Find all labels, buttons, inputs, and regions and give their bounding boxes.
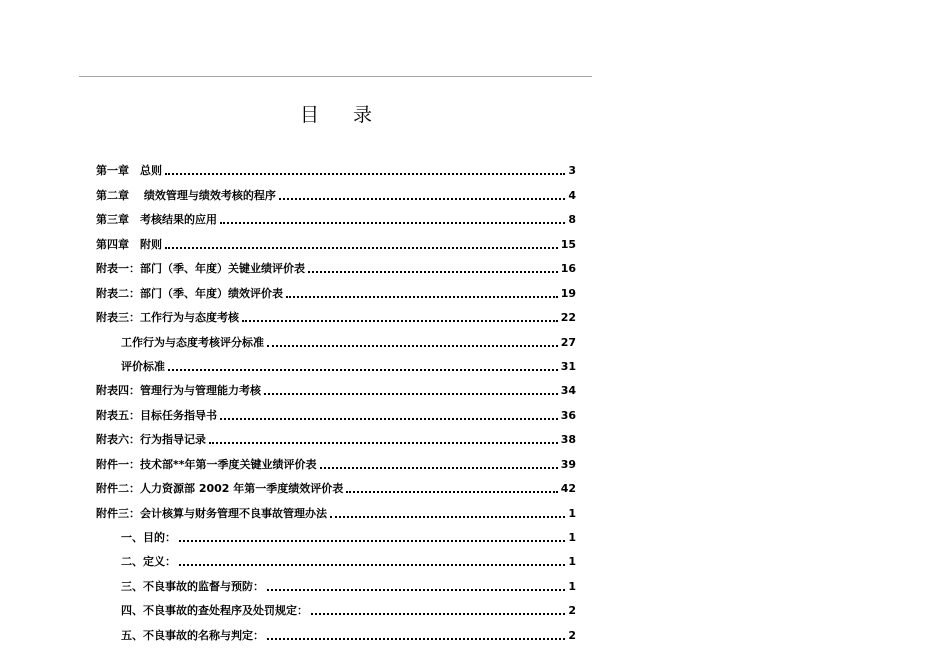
toc-dot-leader [220, 418, 558, 420]
toc-dot-leader [267, 589, 565, 591]
toc-entry-label: 第三章 考核结果的应用 [96, 213, 217, 227]
toc-entry-label: 附件三：会计核算与财务管理不良事故管理办法 [96, 506, 327, 520]
toc-dot-leader [264, 393, 558, 395]
toc-dot-leader [308, 271, 558, 273]
toc-entry-page-number: 1 [568, 531, 576, 544]
toc-entry-label: 三、不良事故的监督与预防： [121, 579, 264, 593]
toc-entry-label: 四、不良事故的查处程序及处罚规定： [121, 604, 308, 618]
toc-entry-page-number: 2 [568, 628, 576, 642]
toc-entry[interactable] [96, 350, 576, 374]
toc-entry[interactable] [96, 618, 576, 642]
toc-entry-label: 第四章 附则 [96, 237, 162, 251]
toc-entry-page-number: 36 [560, 408, 576, 422]
toc-entry-page-number: 16 [560, 262, 576, 276]
toc-entry[interactable] [96, 496, 576, 520]
toc-entry[interactable] [96, 447, 576, 471]
toc-entry[interactable] [96, 301, 576, 325]
toc-dot-leader [168, 369, 558, 371]
toc-entry[interactable] [96, 276, 576, 300]
toc-dot-leader [267, 638, 565, 640]
toc-dot-leader [179, 564, 565, 566]
toc-entry[interactable] [96, 227, 576, 251]
toc-entry[interactable] [96, 472, 576, 496]
toc-entry-page-number: 2 [568, 604, 576, 618]
table-of-contents [96, 154, 576, 643]
toc-entry-page-number: 39 [560, 457, 576, 471]
toc-entry-label: 二、定义： [121, 555, 176, 569]
toc-entry-label: 第一章 总则 [96, 164, 162, 178]
toc-entry[interactable] [96, 154, 576, 178]
toc-dot-leader [179, 540, 565, 542]
toc-entry[interactable] [96, 594, 576, 618]
toc-entry-label: 评价标准 [121, 359, 165, 373]
toc-entry[interactable] [96, 203, 576, 227]
toc-entry-page-number: 1 [568, 579, 576, 593]
toc-dot-leader [165, 247, 558, 249]
toc-entry-page-number: 3 [568, 164, 576, 178]
toc-dot-leader [286, 296, 558, 298]
toc-dot-leader [165, 173, 565, 175]
toc-entry-label: 附件一：技术部**年第一季度关键业绩评价表 [96, 457, 317, 471]
toc-entry-label: 附表五：目标任务指导书 [96, 408, 217, 422]
toc-entry-page-number: 15 [560, 237, 576, 251]
toc-entry[interactable] [96, 252, 576, 276]
toc-entry-page-number: 31 [560, 359, 576, 373]
toc-dot-leader [209, 442, 558, 444]
toc-entry-label: 第二章 绩效管理与绩效考核的程序 [96, 188, 276, 202]
toc-entry-label: 附表二：部门（季、年度）绩效评价表 [96, 286, 283, 300]
toc-entry-page-number: 1 [568, 506, 576, 520]
toc-entry-label: 附表三：工作行为与态度考核 [96, 311, 239, 325]
toc-entry-page-number: 1 [568, 555, 576, 569]
header-rule [79, 76, 592, 77]
toc-entry[interactable] [96, 521, 576, 545]
toc-entry-label: 附表六：行为指导记录 [96, 433, 206, 447]
toc-title: 目 录 [299, 104, 387, 126]
toc-entry-page-number: 42 [560, 482, 576, 496]
toc-entry-page-number: 22 [560, 311, 576, 325]
toc-entry-label: 附件二：人力资源部 2002 年第一季度绩效评价表 [96, 482, 344, 496]
toc-dot-leader [242, 320, 558, 322]
toc-dot-leader [320, 467, 558, 469]
toc-entry[interactable] [96, 325, 576, 349]
toc-dot-leader [279, 198, 565, 200]
toc-dot-leader [311, 613, 565, 615]
toc-entry-page-number: 38 [560, 433, 576, 447]
toc-entry-label: 工作行为与态度考核评分标准 [121, 335, 264, 349]
toc-dot-leader [346, 491, 557, 493]
toc-entry-page-number: 8 [568, 213, 576, 227]
toc-entry[interactable] [96, 569, 576, 593]
toc-entry[interactable] [96, 374, 576, 398]
toc-entry-page-number: 19 [560, 286, 576, 300]
toc-entry[interactable] [96, 545, 576, 569]
toc-dot-leader [267, 345, 558, 347]
toc-entry[interactable] [96, 178, 576, 202]
toc-entry-label: 一、目的： [121, 531, 176, 544]
toc-entry-page-number: 34 [560, 384, 576, 398]
toc-entry[interactable] [96, 398, 576, 422]
toc-entry-label: 附表一：部门（季、年度）关键业绩评价表 [96, 262, 305, 276]
toc-entry-page-number: 4 [568, 188, 576, 202]
toc-entry-page-number: 27 [560, 335, 576, 349]
toc-entry-label: 五、不良事故的名称与判定： [121, 628, 264, 642]
toc-dot-leader [220, 222, 565, 224]
toc-entry[interactable] [96, 423, 576, 447]
toc-entry-label: 附表四：管理行为与管理能力考核 [96, 384, 261, 398]
toc-dot-leader [330, 516, 565, 518]
